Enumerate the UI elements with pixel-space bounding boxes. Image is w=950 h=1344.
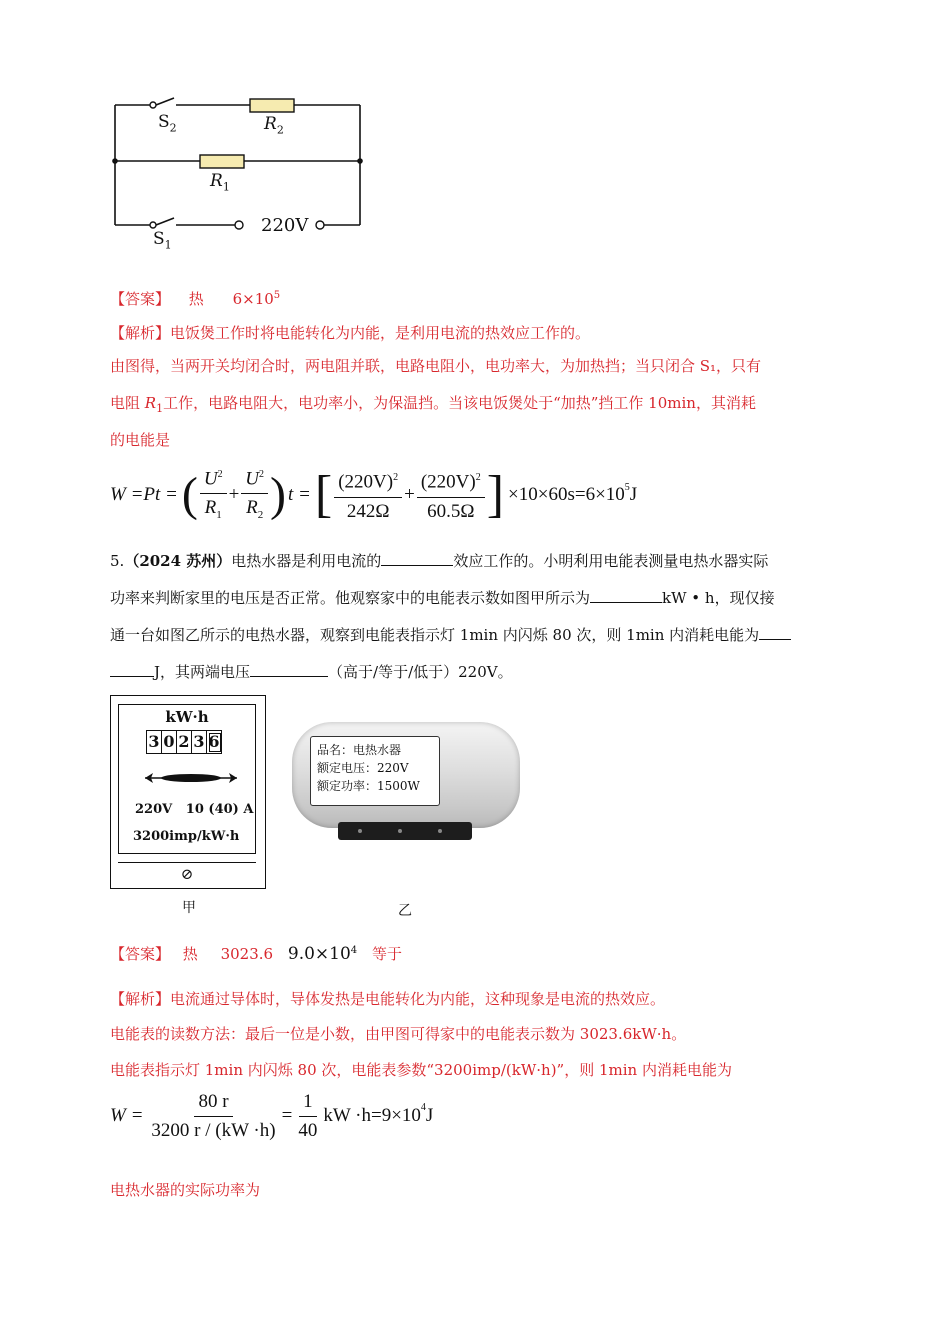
label-s2: $S_2$ [158,112,177,135]
blank-energy-b[interactable] [110,660,154,677]
q4-formula: W =Pt = ( $\frac{U^2}{R_1}$ + $\frac{U^2}{R_2}$ ) t = [ $\frac{(220V)^2}{242\Omega}$ + $\frac{(220V)^2}{60.5\Omega}$ ] ×10×60s=6×10 $^5$ J [110,460,637,530]
heater-power: 额定功率：1500W [317,779,420,793]
q4-answer: 【答案】 热 $6\times 10^5$ [110,290,281,308]
q5-analysis-3: 电能表指示灯 1min 内闪烁 80 次，电能表参数“3200imp/(kW·h)”，则 1min 内消耗电能为 [110,1061,732,1079]
water-heater [292,722,520,848]
meter-digit-decimal: 6 [208,732,220,751]
caption-yi: 乙 [398,903,412,919]
meter-unit: kW·h [165,708,209,726]
circuit-diagram [100,90,380,255]
electric-meter [110,695,266,889]
label-voltage: 220V [261,215,309,236]
label-s1: $S_1$ [153,229,172,252]
label-r1: $R_1$ [210,171,230,194]
q4-analysis-4: 的电能是 [110,431,171,449]
heater-voltage: 额定电压：220V [317,761,409,775]
caption-jia: 甲 [182,900,196,916]
q4-analysis-2: 由图得，当两开关均闭合时，两电阻并联，电路电阻小，电功率大，为加热挡；当只闭合 S₁，只有 [110,357,762,375]
q5-line-2: 功率来判断家里的电压是否正常。他观察家中的电能表示数如图甲所示为 kW • h，现仅接 [110,586,775,609]
meter-spec: 220V 10 (40) A [135,802,254,817]
label-r2: $R_2$ [264,114,284,137]
meter-digits [146,730,222,754]
heater-control-panel [338,822,472,840]
blank-energy-a[interactable] [759,623,791,640]
q5-formula: W = $\frac{80 r}{3200 r / (kW \cdot h)}$ = $\frac{1}{40}$ kW ·h=9×10 $^4$ J [110,1090,434,1141]
blank-voltage[interactable] [250,660,328,677]
heater-name: 品名：电热水器 [317,743,402,757]
q4-analysis-3: 电阻 $R_1$工作，电路电阻大，电功率小，为保温挡。当该电饭煲处于“加热”挡工作 10min，其消耗 [110,394,756,415]
q4-analysis-1: 【解析】电饭煲工作时将电能转化为内能，是利用电流的热效应工作的。 [110,324,591,342]
meter-base: ⊘ [118,862,256,886]
q5-analysis-4: 电热水器的实际功率为 [110,1181,261,1199]
meter-digit: 0 [162,731,177,753]
q5-analysis-2: 电能表的读数方法：最后一位是小数，由甲图可得家中的电能表示数为 3023.6kW·h。 [110,1025,687,1043]
meter-digit: 3 [192,731,207,753]
meter-imp: 3200imp/kW·h [133,829,240,844]
meter-disc-icon [143,767,239,789]
q5-line-3: 通一台如图乙所示的电热水器，观察到电能表指示灯 1min 内闪烁 80 次，则 1min 内消耗电能为 [110,623,791,646]
q5-line-1: 5.（2024 苏州）电热水器是利用电流的 效应工作的。小明利用电能表测量电热水器实际 [110,549,768,572]
q5-line-4: J，其两端电压 （高于/等于/低于）220V。 [110,660,513,683]
blank-effect[interactable] [381,549,453,566]
q5-answer: 【答案】 热 3023.6 $9.0\times 10^4$ 等于 [110,944,402,964]
meter-digit: 2 [177,731,192,753]
blank-reading[interactable] [590,586,662,603]
meter-digit: 3 [147,731,162,753]
q5-analysis-1: 【解析】电流通过导体时，导体发热是电能转化为内能，这种现象是电流的热效应。 [110,990,666,1008]
